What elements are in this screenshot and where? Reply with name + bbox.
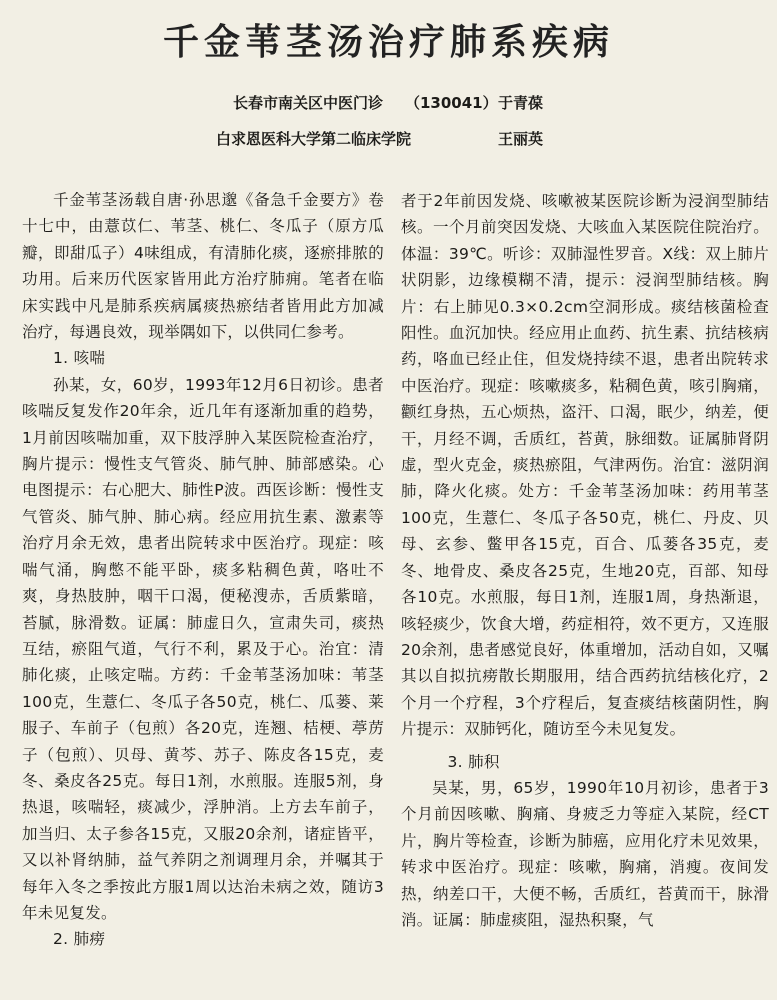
case-paragraph-2: 者于2年前因发烧、咳嗽被某医院诊断为浸润型肺结核。一个月前突因发烧、大咳血入某医院住院治疗。体温：39℃。听诊：双肺湿性罗音。X线：双上肺片状阴影，边缘模糊不清，提示：浸润型肺结核。胸片：右上肺见0.3×0.2cm空洞形成。痰结核菌检查阳性。血沉加快。经应用止血药、抗生素、抗结核病药，咯血已经止住，但发烧持续不退，患者出院转求中医治疗。现症：咳嗽痰多，粘稠色黄，咳引胸痛，颧红身热，五心烦热，盗汗、口渴，眠少，纳差，便干，月经不调，舌质红，苔黄，脉细数。证属肺肾阴虚，型火克金，痰热瘀阻，气津两伤。治宜：滋阴润肺，降火化痰。处方：千金苇茎汤加味：药用苇茎100克，生薏仁、冬瓜子各50克，桃仁、丹皮、贝母、玄参、鳖甲各15克，百合、瓜蒌各35克，麦冬、地骨皮、桑皮各25克，生地20克，百部、知母各10克。水煎服，每日1剂，连服1周，身热渐退，咳轻痰少，饮食大增，药症相符，效不更方，又连服20余剂，患者感觉良好，体重增加，活动自如，又嘱其以自拟抗痨散长期服用，结合西药抗结核化疗，2个月一个疗程，3个疗程后，复查痰结核菌阴性，胸片提示：双肺钙化，随访至今未见复发。 xyxy=(401,192,769,739)
author-2-name: 王丽英 xyxy=(498,130,544,148)
author-1-name: 于青葆 xyxy=(498,94,544,112)
author-2-affiliation: 白求恩医科大学第二临床学院 xyxy=(216,130,412,148)
author-1-postcode: （130041） xyxy=(405,94,498,112)
section-heading-cough-asthma: 1. 咳喘 xyxy=(53,349,106,368)
right-column xyxy=(401,188,769,933)
section-heading-lung-mass: 3. 肺积 xyxy=(447,752,500,771)
author-1-affiliation: 长春市南关区中医门诊 xyxy=(233,94,384,112)
case-paragraph-1: 孙某，女，60岁，1993年12月6日初诊。患者咳喘反复发作20年余，近几年有逐渐加重的趋势，1月前因咳喘加重，双下肢浮肿入某医院检查治疗，胸片提示：慢性支气管炎、肺气肿、肺部感染。心电图提示：右心肥大、肺性P波。西医诊断：慢性支气管炎、肺气肿、肺心病。经应用抗生素、激素等治疗月余无效，患者出院转求中医治疗。现症：咳喘气涌，胸憋不能平卧，痰多粘稠色黄，咯吐不爽，身热肢肿，咽干口渴，便秘溲赤，舌质紫暗，苔腻，脉滑数。证属：肺虚日久，宣肃失司，痰热互结，瘀阻气道，气行不利，累及于心。治宜：清肺化痰，止咳定喘。方药：千金苇茎汤加味：苇茎100克，生薏仁、冬瓜子各50克，桃仁、瓜蒌、莱服子、车前子（包煎）各20克，连翘、桔梗、葶苈子（包煎）、贝母、黄芩、苏子、陈皮各15克，麦冬、桑皮各25克。每日1剂，水煎服。连服5剂，身热退，咳喘轻，痰减少，浮肿消。上方去车前子，加当归、太子参各15克，又服20余剂，诸症皆平，又以补肾纳肺，益气养阴之剂调理月余，并嘱其于每年入冬之季按此方服1周以达治未病之效，随访3年未见复发。 xyxy=(22,375,384,922)
left-column xyxy=(22,187,384,953)
article-title: 千金苇茎汤治疗肺系疾病 xyxy=(162,21,614,63)
intro-paragraph: 千金苇茎汤载自唐·孙思邈《备急千金要方》卷十七中，由薏苡仁、苇茎、桃仁、冬瓜子（原方瓜瓣，即甜瓜子）4味组成，有清肺化痰，逐瘀排脓的功用。后来历代医家皆用此方治疗肺痈。笔者在临床实践中凡是肺系疾病属痰热瘀结者皆用此方加减治疗，每遇良效，现举隅如下，以供同仁参考。 xyxy=(22,191,384,342)
section-heading-tuberculosis: 2. 肺痨 xyxy=(53,930,106,949)
case-paragraph-3: 吴某，男，65岁，1990年10月初诊，患者于3个月前因咳嗽、胸痛、身疲乏力等症入某院，经CT片，胸片等检查，诊断为肺癌，应用化疗未见效果，转求中医治疗。现症：咳嗽，胸痛，消瘦。夜间发热，纳差口干，大便不畅，舌质红，苔黄而干，脉滑消。证属：肺虚痰阻，湿热积聚，气 xyxy=(401,778,769,929)
